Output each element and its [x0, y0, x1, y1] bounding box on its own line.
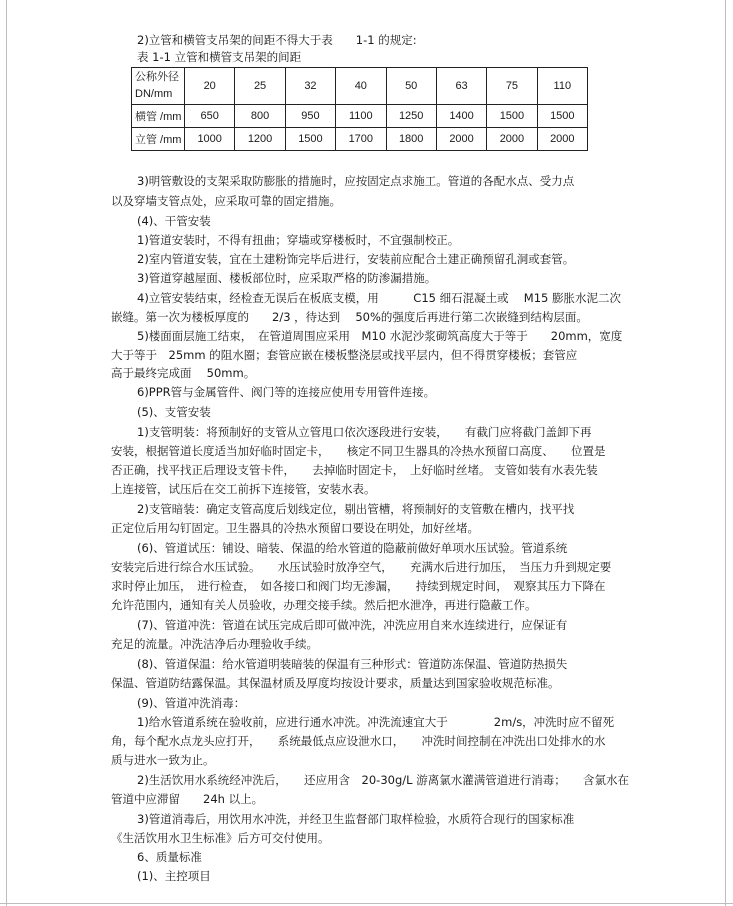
table-cell: 1500	[487, 105, 537, 128]
column-header: 32	[285, 68, 335, 105]
page-border-right	[725, 0, 726, 906]
text-line: 以及穿墙支管点处，应采取可靠的固定措施。	[111, 194, 341, 208]
text-line: 1)支管明装：将预制好的支管从立管甩口依次逐段进行安装， 有截门应将截门盖卸下再	[137, 425, 592, 439]
section-heading: (4)、干管安装	[137, 214, 211, 228]
column-header: 110	[537, 68, 587, 105]
text-line: 角，每个配水点龙头应打开， 系统最低点应设泄水口， 冲洗时间控制在冲洗出口处排水的水	[111, 734, 606, 748]
table-cell: 1700	[336, 128, 386, 151]
text-line: 安装，根据管道长度适当加好临时固定卡， 核定不同卫生器具的冷热水预留口高度、 位置是	[111, 444, 606, 458]
support-spacing-table	[131, 67, 588, 151]
text-line: 充足的流量。冲洗洁净后办理验收手续。	[111, 637, 318, 651]
column-header: 25	[235, 68, 285, 105]
text-line: 3)管道穿越屋面、楼板部位时，应采取严格的防渗漏措施。	[137, 271, 437, 285]
text-line: 高于最终完成面 50mm。	[111, 366, 256, 380]
text-line: 2)室内管道安装，宜在土建粉饰完毕后进行，安装前应配合土建正确预留孔洞或套管。	[137, 252, 575, 266]
table-cell: 1250	[386, 105, 436, 128]
column-header: 20	[185, 68, 235, 105]
header-label-line2: DN/mm	[135, 88, 173, 100]
text-line: 求时停止加压， 进行检查， 如各接口和阀门均无渗漏， 持续到规定时间， 观察其压力下降在	[111, 579, 606, 593]
section-heading: (9)、管道冲洗消毒：	[137, 696, 246, 710]
text-line: 1)管道安装时，不得有扭曲；穿墙或穿楼板时，不宜强制校正。	[137, 233, 460, 247]
text-line: 保温、管道防结露保温。其保温材质及厚度均按设计要求，质量达到国家验收规范标准。	[111, 676, 560, 690]
table-header-row	[132, 68, 588, 105]
table-cell: 1500	[285, 128, 335, 151]
text-line: 2)支管暗装：确定支管高度后划线定位，剔出管槽，将预制好的支管敷在槽内，找平找	[137, 502, 575, 516]
text-line: (7)、管道冲洗：管道在试压完成后即可做冲洗，冲洗应用自来水连续进行，应保证有	[137, 618, 568, 632]
page-border-bottom	[0, 903, 733, 904]
table-cell: 1400	[436, 105, 486, 128]
text-line: 上连接管，试压后在交工前拆下连接管，安装水表。	[111, 482, 376, 496]
text-line: 3)明管敷设的支架采取防膨胀的措施时，应按固定点求施工。管道的各配水点、受力点	[137, 174, 575, 188]
header-label-line1: 公称外径	[135, 71, 179, 83]
column-header: 50	[386, 68, 436, 105]
text-line: 2)生活饮用水系统经冲洗后， 还应用含 20-30g/L 游离氯水灌满管道进行消毒； 含氯水在	[137, 773, 629, 787]
text-line: 1)给水管道系统在验收前，应进行通水冲洗。冲洗流速宜大于 2m/s，冲洗时应不留死	[137, 715, 615, 729]
table-cell: 2000	[537, 128, 587, 151]
text-line: 正定位后用勾钉固定。卫生器具的冷热水预留口要设在明处，加好丝堵。	[111, 521, 479, 535]
section-heading: (1)、主控项目	[137, 869, 211, 883]
text-line: 安装完后进行综合水压试验。 水压试验时放净空气， 充满水后进行加压， 当压力升到规定要	[111, 560, 612, 574]
table-row-horizontal	[132, 105, 588, 128]
intro-text: 2)立管和横管支吊架的间距不得大于表 1-1 的规定:	[137, 33, 417, 47]
table-cell: 2000	[436, 128, 486, 151]
table-cell: 2000	[487, 128, 537, 151]
row-label: 立管 /mm	[132, 128, 185, 151]
text-line: 否正确，找平找正后理设支管卡件， 去掉临时固定卡， 上好临时丝堵。 支管如装有水表先装	[111, 463, 598, 477]
text-line: 5)楼面面层施工结束， 在管道周围应采用 M10 水泥沙浆砌筑高度大于等于 20mm，宽度	[137, 329, 623, 343]
section-heading: 6、质量标准	[137, 850, 202, 864]
text-line: 管道中应滞留 24h 以上。	[111, 792, 264, 806]
text-line: 《生活饮用水卫生标准》后方可交付使用。	[111, 831, 330, 845]
table-cell: 1200	[235, 128, 285, 151]
column-header: 40	[336, 68, 386, 105]
table-caption: 表 1-1 立管和横管支吊架的间距	[137, 50, 302, 64]
column-header: 75	[487, 68, 537, 105]
column-header: 63	[436, 68, 486, 105]
text-line: 嵌缝。第一次为楼板厚度的 2/3 ，待达到 50%的强度后再进行第二次嵌缝到结构层面。	[111, 310, 588, 324]
text-line: 3)管道消毒后，用饮用水冲洗，并经卫生监督部门取样检验，水质符合现行的国家标准	[137, 812, 575, 826]
table-header-label	[132, 68, 185, 105]
text-line: (8)、管道保温：给水管道明装暗装的保温有三种形式：管道防冻保温、管道防热损失	[137, 657, 568, 671]
text-line: 6)PPR管与金属管件、阀门等的连接应使用专用管件连接。	[137, 385, 436, 399]
table-row-vertical	[132, 128, 588, 151]
table-cell: 1500	[537, 105, 587, 128]
table-cell: 1000	[185, 128, 235, 151]
table-cell: 1800	[386, 128, 436, 151]
table-cell: 950	[285, 105, 335, 128]
row-label: 横管 /mm	[132, 105, 185, 128]
table-cell: 1100	[336, 105, 386, 128]
page-border-left	[6, 0, 7, 906]
text-line: 质与进水一致为止。	[111, 753, 215, 767]
table-cell: 650	[185, 105, 235, 128]
text-line: 允许范围内，通知有关人员验收，办理交接手续。然后把水泄净，再进行隐蔽工作。	[111, 598, 537, 612]
section-heading: (5)、支管安装	[137, 405, 211, 419]
text-line: 4)立管安装结束，经检查无误后在板底支模，用 C15 细石混凝土或 M15 膨胀水泥二次	[137, 291, 621, 305]
text-line: (6)、管道试压：铺设、暗装、保温的给水管道的隐蔽前做好单项水压试验。管道系统	[137, 541, 568, 555]
table-cell: 800	[235, 105, 285, 128]
text-line: 大于等于 25mm 的阻水圈；套管应嵌在楼板整浇层或找平层内，但不得贯穿楼板；套管应	[111, 348, 578, 362]
